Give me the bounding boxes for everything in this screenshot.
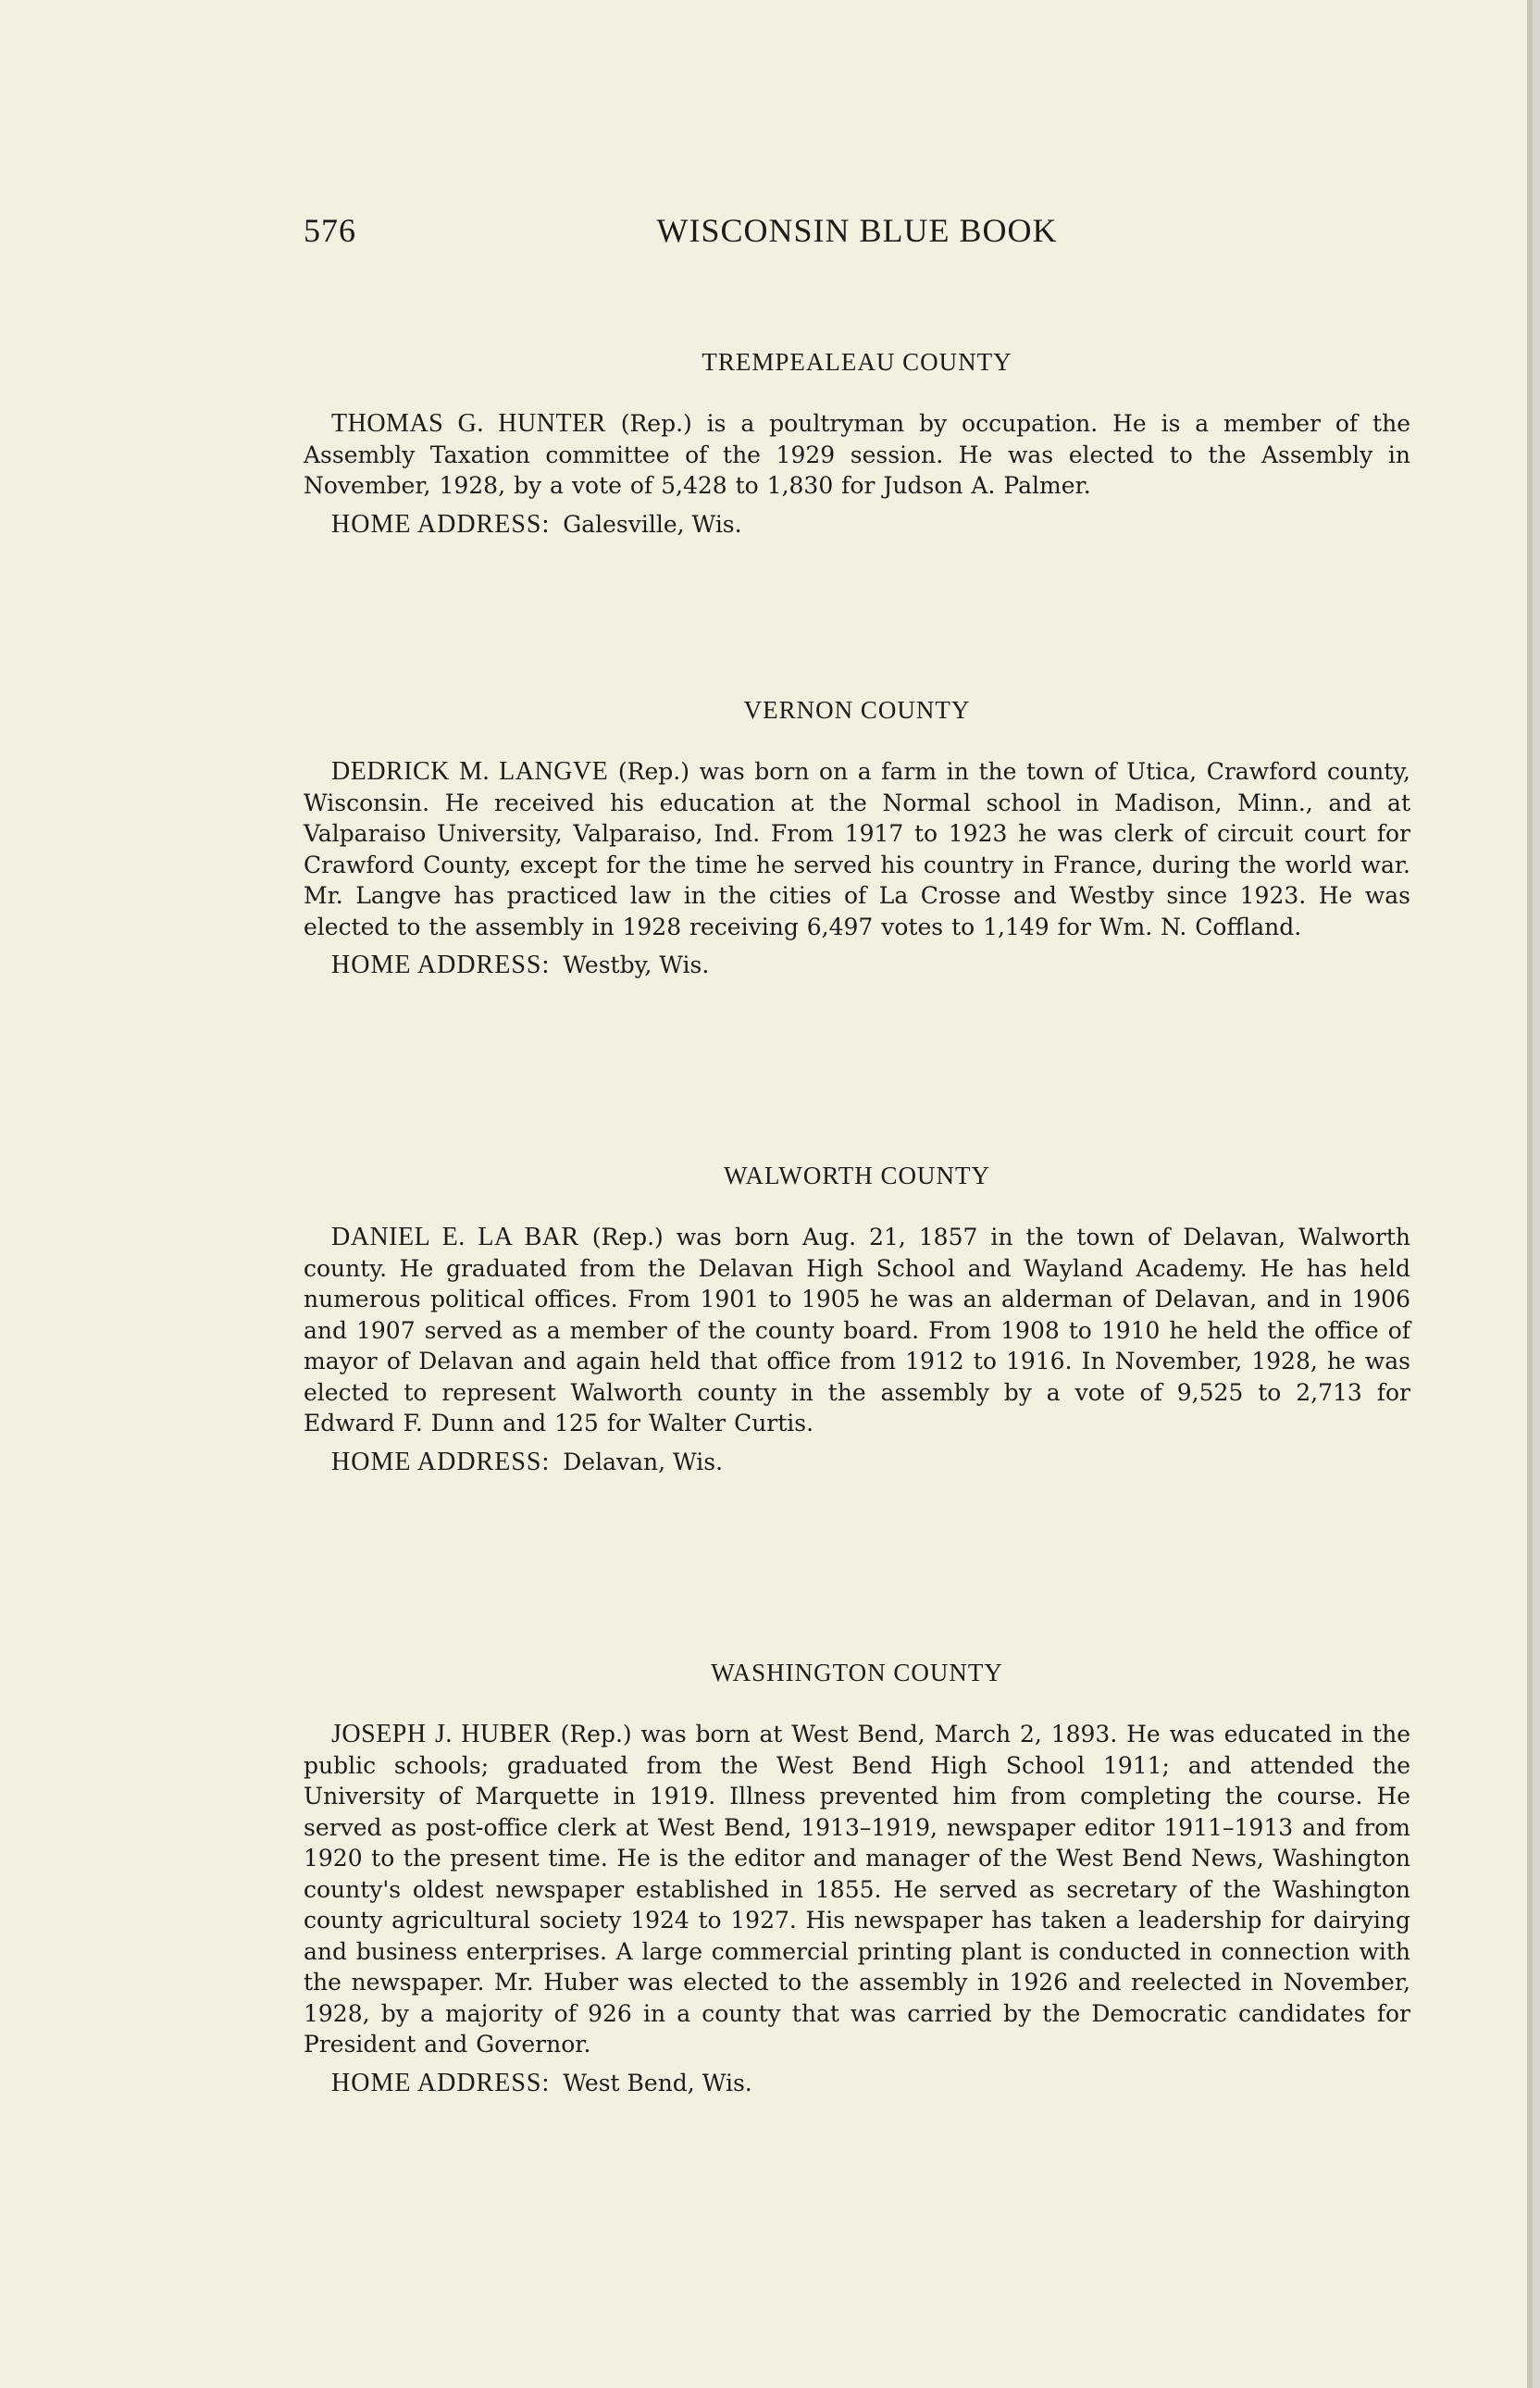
member-biography — [304, 1719, 1410, 2060]
county-section-washington — [304, 1659, 1410, 2099]
member-biography — [304, 756, 1410, 942]
home-address-value: Westby, Wis. — [563, 951, 710, 978]
member-name: JOSEPH J. HUBER — [331, 1720, 552, 1748]
member-name: DANIEL E. LA BAR — [331, 1223, 579, 1251]
county-heading: TREMPEALEAU COUNTY — [702, 348, 1012, 376]
county-section-trempealeau — [304, 348, 1410, 541]
county-section-walworth — [304, 1162, 1410, 1478]
member-biography — [304, 1222, 1410, 1439]
home-address-label: HOME ADDRESS: — [331, 1447, 551, 1476]
home-address — [331, 950, 1410, 981]
running-head — [304, 211, 1410, 259]
county-heading: WASHINGTON COUNTY — [711, 1659, 1003, 1686]
home-address-label: HOME ADDRESS: — [331, 2068, 551, 2097]
home-address — [331, 1447, 1410, 1478]
county-heading: WALWORTH COUNTY — [723, 1162, 991, 1189]
biography-text: (Rep.) was born at West Bend, March 2, 1893. He was educated in the public schools; graduated from the West Bend High School 1911; and attended the University of Marquette in 1919. Illness prevented him from completing the course. He served as post-office clerk at West Bend, 1913–1919, newspaper editor 1911–1913 and from 1920 to the present time. He is the editor and manager of the West Bend News, Washington county's oldest newspaper established in 1855. He served as secretary of the Washington county agricultural society 1924 to 1927. His newspaper has taken a leadership for dairying and business enterprises. A large commercial printing plant is conducted in connection with the newspaper. Mr. Huber was elected to the assembly in 1926 and reelected in November, 1928, by a majority of 926 in a county that was carried by the Democratic candidates for President and Governor. — [304, 1721, 1410, 2058]
biography-text: (Rep.) was born on a farm in the town of Utica, Crawford county, Wisconsin. He received his education at the Normal school in Madison, Minn., and at Valparaiso University, Valparaiso, Ind. From 1917 to 1923 he was clerk of circuit court for Crawford County, except for the time he served his country in France, during the world war. Mr. Langve has practiced law in the cities of La Crosse and Westby since 1923. He was elected to the assembly in 1928 receiving 6,497 votes to 1,149 for Wm. N. Coffland. — [304, 758, 1410, 940]
home-address-label: HOME ADDRESS: — [331, 509, 551, 539]
county-section-vernon — [304, 696, 1410, 981]
home-address — [331, 509, 1410, 541]
home-address-value: Galesville, Wis. — [563, 510, 742, 538]
member-name: THOMAS G. HUNTER — [331, 409, 606, 438]
member-biography — [304, 408, 1410, 502]
home-address-value: West Bend, Wis. — [563, 2069, 752, 2096]
book-title: WISCONSIN BLUE BOOK — [656, 212, 1058, 249]
biography-text: (Rep.) was born Aug. 21, 1857 in the town of Delavan, Walworth county. He graduated from the Delavan High School and Wayland Academy. He has held numerous political offices. From 1901 to 1905 he was an alderman of Delavan, and in 1906 and 1907 served as a member of the county board. From 1908 to 1910 he held the office of mayor of Delavan and again held that office from 1912 to 1916. In November, 1928, he was elected to represent Walworth county in the assembly by a vote of 9,525 to 2,713 for Edward F. Dunn and 125 for Walter Curtis. — [304, 1224, 1410, 1437]
home-address-value: Delavan, Wis. — [563, 1448, 724, 1475]
home-address — [331, 2068, 1410, 2099]
page-number: 576 — [304, 212, 356, 249]
home-address-label: HOME ADDRESS: — [331, 951, 551, 979]
biography-text: (Rep.) is a poultryman by occupation. He is a member of the Assembly Taxation committee of the 1929 session. He was elected to the Assembly in November, 1928, by a vote of 5,428 to 1,830 for Judson A. Palmer. — [304, 410, 1411, 499]
county-heading: VERNON COUNTY — [743, 696, 971, 724]
member-name: DEDRICK M. LANGVE — [331, 757, 609, 786]
